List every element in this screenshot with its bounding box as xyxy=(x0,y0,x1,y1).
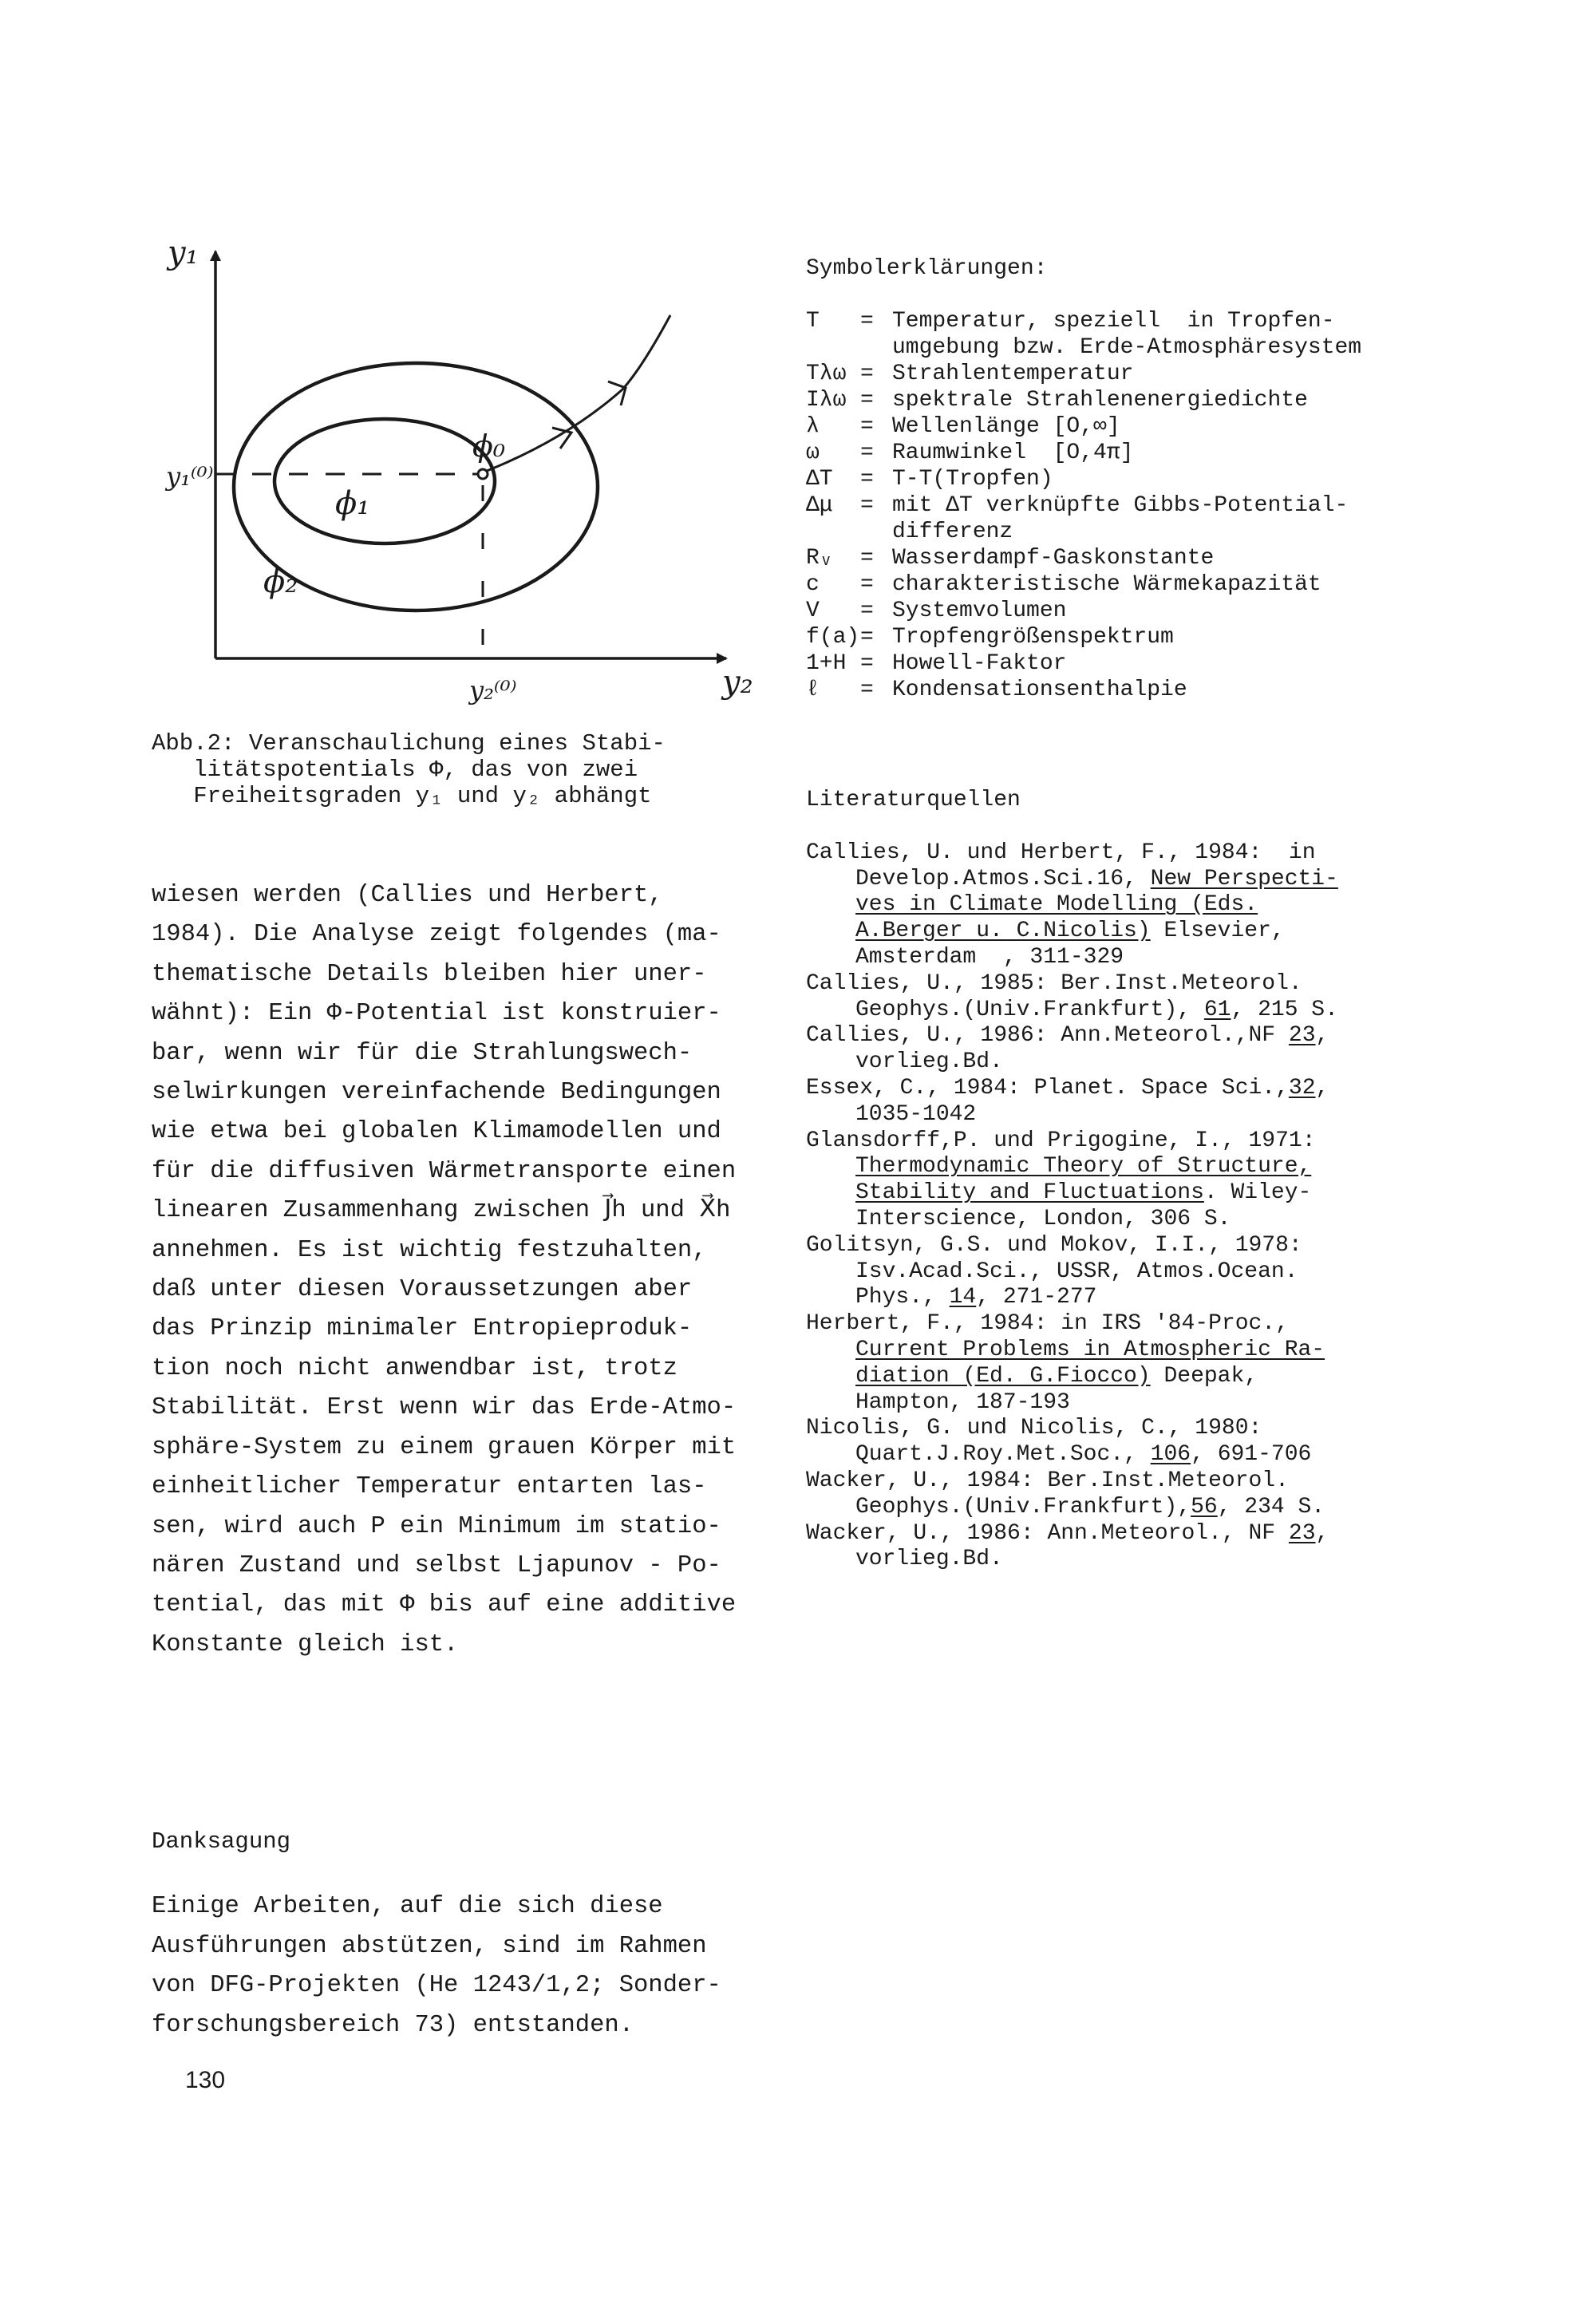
text-segment: vorlieg.Bd. xyxy=(855,1049,1003,1075)
text-segment: Quart.J.Roy.Met.Soc., xyxy=(855,1442,1151,1468)
reference-entry xyxy=(806,1311,1588,1416)
phi1-label: ϕ₁ xyxy=(335,485,370,522)
body-line: bar, wenn wir für die Strahlungswech- xyxy=(152,1039,693,1067)
symbol: Iλω xyxy=(806,388,847,413)
reference-line xyxy=(806,1364,1588,1390)
body-line: einheitlicher Temperatur entarten las- xyxy=(152,1473,707,1501)
equals-sign: = xyxy=(860,388,874,413)
reference-line xyxy=(806,998,1588,1024)
symbol-row xyxy=(806,308,1588,334)
text-segment: , xyxy=(1315,1023,1329,1049)
text-segment: Isv.Acad.Sci., USSR, Atmos.Ocean. xyxy=(855,1259,1298,1284)
body-line: für die diffusiven Wärmetransporte einen xyxy=(152,1157,737,1185)
symbol: Rᵥ xyxy=(806,546,833,571)
equals-sign: = xyxy=(860,441,874,465)
text-segment: Essex, C., 1984: Planet. Space Sci., xyxy=(806,1075,1289,1101)
underlined-segment: 32 xyxy=(1288,1075,1316,1101)
text-segment: Nicolis, G. und Nicolis, C., 1980: xyxy=(806,1416,1262,1441)
underlined-segment: 106 xyxy=(1150,1442,1191,1468)
text-segment: , 215 S. xyxy=(1231,997,1338,1022)
body-line: tion noch nicht anwendbar ist, trotz xyxy=(152,1354,678,1382)
body-line: Stabilität. Erst wenn wir das Erde-Atmo- xyxy=(152,1394,737,1422)
reference-line xyxy=(806,1207,1588,1233)
ack-line: Einige Arbeiten, auf die sich diese xyxy=(152,1893,663,1921)
equals-sign: = xyxy=(860,599,874,623)
symbol: V xyxy=(806,599,820,623)
symbol-description-continued: umgebung bzw. Erde-Atmosphäresystem xyxy=(892,335,1362,360)
underlined-segment: ves in Climate Modelling (Eds. xyxy=(855,892,1258,918)
text-segment: , xyxy=(1315,1520,1329,1546)
text-segment: Glansdorff,P. und Prigogine, I., 1971: xyxy=(806,1128,1316,1153)
reference-line xyxy=(806,1233,1588,1259)
body-line: selwirkungen vereinfachende Bedingungen xyxy=(152,1079,721,1107)
y2-zero-label: y₂⁽⁰⁾ xyxy=(469,675,517,705)
symbol: ΔT xyxy=(806,467,833,492)
y2-axis-label: y₂ xyxy=(722,664,753,701)
symbol-description: Strahlentemperatur xyxy=(892,362,1134,386)
underlined-segment: New Perspecti- xyxy=(1150,866,1338,891)
acknowledgement-section xyxy=(152,1822,790,2045)
symbol: ω xyxy=(806,441,820,465)
reference-line xyxy=(806,1285,1588,1311)
inner-contour-phi1 xyxy=(275,419,495,543)
symbol-description: mit ΔT verknüpfte Gibbs-Potential- xyxy=(892,493,1349,518)
body-line: sen, wird auch P ein Minimum im statio- xyxy=(152,1512,721,1540)
symbol-row xyxy=(806,650,1588,677)
reference-line xyxy=(806,1023,1588,1049)
symbol-description: T-T(Tropfen) xyxy=(892,467,1053,492)
reference-line xyxy=(806,1311,1588,1338)
reference-entry xyxy=(806,971,1588,1024)
symbol: 1+H xyxy=(806,651,847,676)
text-segment: Golitsyn, G.S. und Mokov, I.I., 1978: xyxy=(806,1232,1302,1258)
y1-axis-label: y₁ xyxy=(168,235,199,271)
symbol-description: Wellenlänge [O,∞] xyxy=(892,414,1120,439)
equals-sign: = xyxy=(860,467,874,492)
symbol-row xyxy=(806,440,1588,466)
text-segment: Elsevier, xyxy=(1150,919,1285,944)
reference-entry xyxy=(806,1128,1588,1233)
reference-line xyxy=(806,1521,1588,1547)
symbol-row xyxy=(806,413,1588,440)
symbol-description: Tropfengrößenspektrum xyxy=(892,625,1174,650)
underlined-segment: Thermodynamic Theory of Structure, xyxy=(855,1154,1312,1180)
reference-line xyxy=(806,840,1588,867)
symbol-row xyxy=(806,466,1588,492)
reference-line xyxy=(806,919,1588,945)
symbol-description: Temperatur, speziell in Tropfen- xyxy=(892,309,1335,334)
reference-entry xyxy=(806,1023,1588,1076)
equals-sign: = xyxy=(860,309,874,334)
caption-line: Freiheitsgraden y₁ und y₂ abhängt xyxy=(152,783,652,809)
text-segment: Callies, U., 1986: Ann.Meteorol.,NF xyxy=(806,1023,1289,1049)
symbol-description: Wasserdampf-Gaskonstante xyxy=(892,546,1215,571)
reference-line xyxy=(806,1547,1588,1573)
symbol: Δμ xyxy=(806,493,833,518)
body-line: tential, das mit Φ bis auf eine additive xyxy=(152,1591,737,1619)
reference-line xyxy=(806,1128,1588,1155)
underlined-segment: diation (Ed. G.Fiocco) xyxy=(855,1363,1151,1389)
reference-entry xyxy=(806,1521,1588,1574)
text-segment: 1035-1042 xyxy=(855,1101,977,1127)
text-segment: , xyxy=(1315,1075,1329,1101)
symbol-row xyxy=(806,545,1588,571)
text-segment: , 234 S. xyxy=(1217,1494,1325,1520)
body-line: daß unter diesen Voraussetzungen aber xyxy=(152,1276,693,1304)
equals-sign: = xyxy=(860,651,874,676)
body-line: wie etwa bei globalen Klimamodellen und xyxy=(152,1118,721,1146)
equals-sign: = xyxy=(860,625,874,650)
trajectory-line xyxy=(487,315,670,471)
symbol-list-heading: Symbolerklärungen: xyxy=(806,256,1048,281)
symbol-description: Howell-Faktor xyxy=(892,651,1067,676)
underlined-segment: 56 xyxy=(1191,1494,1218,1520)
body-paragraph xyxy=(152,876,790,1665)
underlined-segment: 14 xyxy=(949,1285,977,1310)
text-segment: Geophys.(Univ.Frankfurt), xyxy=(855,1494,1191,1520)
symbol: Tλω xyxy=(806,362,847,386)
reference-line xyxy=(806,1390,1588,1417)
reference-entry xyxy=(806,840,1588,971)
text-segment: Herbert, F., 1984: in IRS '84-Proc., xyxy=(806,1311,1289,1337)
figure-caption xyxy=(152,730,790,809)
symbol: λ xyxy=(806,414,820,439)
reference-line xyxy=(806,1154,1588,1180)
equals-sign: = xyxy=(860,362,874,386)
text-segment: Amsterdam , 311-329 xyxy=(855,944,1124,970)
symbol-row xyxy=(806,624,1588,650)
body-line: wiesen werden (Callies und Herbert, xyxy=(152,882,663,909)
underlined-segment: 61 xyxy=(1203,997,1231,1022)
body-line: linearen Zusammenhang zwischen J⃗h und X⃗h xyxy=(152,1197,731,1225)
text-segment: Wacker, U., 1984: Ber.Inst.Meteorol. xyxy=(806,1468,1289,1493)
text-segment: , 271-277 xyxy=(976,1285,1097,1310)
reference-line xyxy=(806,1259,1588,1286)
symbol: f(a) xyxy=(806,625,860,650)
stability-potential-figure xyxy=(120,215,790,726)
text-segment: Hampton, 187-193 xyxy=(855,1389,1070,1415)
text-segment: Deepak, xyxy=(1150,1363,1258,1389)
body-line: 1984). Die Analyse zeigt folgendes (ma- xyxy=(152,921,721,949)
ack-line: Ausführungen abstützen, sind im Rahmen xyxy=(152,1932,707,1960)
reference-line xyxy=(806,1338,1588,1364)
text-segment: Develop.Atmos.Sci.16, xyxy=(855,866,1151,891)
acknowledgement-heading: Danksagung xyxy=(152,1828,291,1855)
reference-line xyxy=(806,867,1588,893)
symbol-description: Kondensationsenthalpie xyxy=(892,678,1187,702)
symbol-row xyxy=(806,387,1588,413)
reference-entry xyxy=(806,1233,1588,1311)
symbol: T xyxy=(806,309,820,334)
symbol-row xyxy=(806,361,1588,387)
symbol-description-continued: differenz xyxy=(892,520,1013,544)
reference-line xyxy=(806,945,1588,971)
references-heading: Literaturquellen xyxy=(806,788,1021,812)
equals-sign: = xyxy=(860,678,874,702)
symbol-description: spektrale Strahlenenergiedichte xyxy=(892,388,1308,413)
text-segment: . Wiley- xyxy=(1203,1180,1312,1206)
text-segment: Callies, U. und Herbert, F., 1984: in xyxy=(806,840,1316,865)
body-line: das Prinzip minimaler Entropieproduk- xyxy=(152,1315,693,1343)
symbol-description: Systemvolumen xyxy=(892,599,1067,623)
phi0-label: ϕ₀ xyxy=(472,429,506,464)
reference-entry xyxy=(806,1416,1588,1468)
symbol-row xyxy=(806,571,1588,598)
reference-line xyxy=(806,1076,1588,1102)
ack-line: forschungsbereich 73) entstanden. xyxy=(152,2011,634,2039)
reference-line xyxy=(806,1180,1588,1207)
phi2-label: ϕ₂ xyxy=(263,563,298,600)
text-segment: , 691-706 xyxy=(1191,1442,1312,1468)
symbol-row xyxy=(806,677,1588,703)
text-segment: Wacker, U., 1986: Ann.Meteorol., NF xyxy=(806,1520,1289,1546)
reference-line xyxy=(806,1102,1588,1128)
caption-line: litätspotentials Φ, das von zwei xyxy=(152,757,638,783)
body-line: nären Zustand und selbst Ljapunov - Po- xyxy=(152,1551,721,1579)
underlined-segment: Current Problems in Atmospheric Ra- xyxy=(855,1337,1325,1362)
body-line: sphäre-System zu einem grauen Körper mit xyxy=(152,1433,737,1461)
ack-line: von DFG-Projekten (He 1243/1,2; Sonder- xyxy=(152,1972,721,2000)
equals-sign: = xyxy=(860,572,874,597)
underlined-segment: A.Berger u. C.Nicolis) xyxy=(855,919,1151,944)
text-segment: Callies, U., 1985: Ber.Inst.Meteorol. xyxy=(806,970,1302,996)
body-line: Konstante gleich ist. xyxy=(152,1630,459,1658)
underlined-segment: Stability and Fluctuations xyxy=(855,1180,1204,1206)
equals-sign: = xyxy=(860,414,874,439)
reference-entry xyxy=(806,1076,1588,1128)
symbol: c xyxy=(806,572,820,597)
text-segment: vorlieg.Bd. xyxy=(855,1547,1003,1572)
y1-zero-label: y₁⁽⁰⁾ xyxy=(166,461,214,492)
reference-line xyxy=(806,892,1588,919)
reference-line xyxy=(806,1049,1588,1076)
equals-sign: = xyxy=(860,546,874,571)
symbol-row xyxy=(806,492,1588,519)
equals-sign: = xyxy=(860,493,874,518)
reference-line xyxy=(806,1468,1588,1495)
page-number: 130 xyxy=(185,2067,226,2093)
equilibrium-point xyxy=(478,469,488,479)
underlined-segment: 23 xyxy=(1288,1023,1316,1049)
reference-line xyxy=(806,1416,1588,1442)
references xyxy=(806,788,1588,1573)
text-segment: Geophys.(Univ.Frankfurt), xyxy=(855,997,1204,1022)
symbol-list xyxy=(806,255,1588,703)
text-segment: Interscience, London, 306 S. xyxy=(855,1206,1231,1231)
body-line: thematische Details bleiben hier uner- xyxy=(152,960,707,988)
symbol: ℓ xyxy=(806,678,820,702)
body-line: annehmen. Es ist wichtig festzuhalten, xyxy=(152,1236,707,1264)
body-line: wähnt): Ein Φ-Potential ist konstruier- xyxy=(152,1000,721,1028)
underlined-segment: 23 xyxy=(1288,1520,1316,1546)
reference-line xyxy=(806,1442,1588,1468)
text-segment: Phys., xyxy=(855,1285,950,1310)
reference-entry xyxy=(806,1468,1588,1521)
reference-line xyxy=(806,1495,1588,1521)
symbol-description: charakteristische Wärmekapazität xyxy=(892,572,1321,597)
symbol-description: Raumwinkel [O,4π] xyxy=(892,441,1134,465)
reference-line xyxy=(806,971,1588,998)
symbol-row xyxy=(806,598,1588,624)
caption-line: Abb.2: Veranschaulichung eines Stabi- xyxy=(152,730,666,757)
